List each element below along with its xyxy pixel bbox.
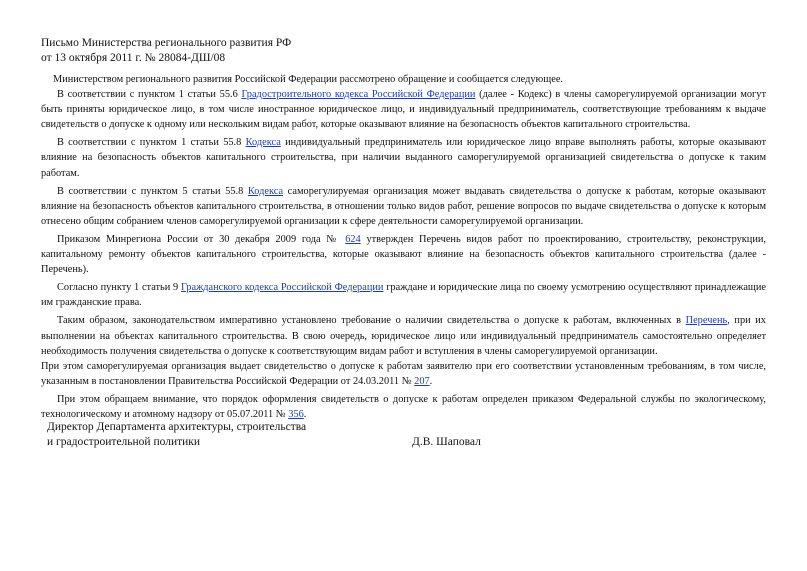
paragraph-6 xyxy=(41,280,766,310)
signature-position-line-2 xyxy=(47,435,507,450)
paragraph-8-text-b: . xyxy=(429,375,433,387)
paragraph-3 xyxy=(41,135,766,180)
header-title: Письмо Министерства регионального развития РФ xyxy=(41,37,292,49)
signature-position-line-1: Директор Департамента архитектуры, строительства xyxy=(47,421,307,433)
link-postanovlenie-207[interactable]: 207 xyxy=(414,375,430,387)
paragraph-7-text-a: Таким образом, законодательством императивно установлено требование о наличии свидетельства о допуске к работам, включенных в xyxy=(57,315,686,327)
link-kodeks-2[interactable]: Кодекса xyxy=(247,185,284,197)
link-order-356[interactable]: 356 xyxy=(288,408,304,420)
signature-position-text: и градостроительной политики xyxy=(47,435,201,448)
paragraph-4 xyxy=(41,184,766,229)
paragraph-1: Министерством регионального развития Российской Федерации рассмотрено обращение и сообщается следующее. xyxy=(53,74,564,85)
paragraph-5-text-a: Приказом Минрегиона России от 30 декабря 2009 года № xyxy=(57,233,346,245)
link-grazhdansky-kodeks[interactable]: Гражданского кодекса Российской Федерации xyxy=(180,282,384,294)
paragraph-9-text-a: При этом обращаем внимание, что порядок оформления свидетельств о допуске к работам определен приказом Федеральной службы по экологическому, технологическому и атомному надзору от 05.07.2011 № xyxy=(41,393,766,420)
link-order-624[interactable]: 624 xyxy=(345,233,361,245)
paragraph-6-text-a: Согласно пункту 1 статьи 9 xyxy=(57,282,181,294)
link-perechen[interactable]: Перечень xyxy=(685,315,728,327)
paragraph-2 xyxy=(41,87,766,132)
document-body xyxy=(41,72,766,422)
paragraph-9 xyxy=(41,392,766,422)
paragraph-5 xyxy=(41,232,766,277)
signatory-name: Д.В. Шаповал xyxy=(412,435,481,448)
link-kodeks-1[interactable]: Кодекса xyxy=(245,137,281,149)
paragraph-2-text-a: В соответствии с пунктом 1 статьи 55.6 xyxy=(57,89,242,101)
paragraph-4-text-a: В соответствии с пунктом 5 статьи 55.8 xyxy=(57,185,248,197)
paragraph-6-text-b: граждане и юридические лица по своему усмотрению осуществляют принадлежащие им гражданские права. xyxy=(41,282,766,309)
paragraph-5-text-b: утвержден Перечень видов работ по проектированию, строительству, реконструкции, капитальному ремонту объектов капитального строительства, которые оказывают влияние на безопасность объектов капитального строительства (далее - Перечень). xyxy=(41,233,766,276)
paragraph-8 xyxy=(41,359,766,389)
signature-block xyxy=(47,420,507,449)
paragraph-2-text-b: (далее - Кодекс) в члены саморегулируемой организации могут быть приняты юридическое лицо, в том числе иностранное юридическое лицо, и индивидуальный предприниматель, соответствующие требованиям к выдаче свидетельств о допуске к одному или нескольким видам работ, которые оказывают влияние на безопасность объектов капитального строительства. xyxy=(41,89,766,131)
paragraph-8-text-a: При этом саморегулируемая организация выдает свидетельство о допуске к работам заявителю при его соответствии установленным требованиям, в том числе, указанным в постановлении Правительства Российской Федерации от 24.03.2011 № xyxy=(41,360,766,387)
paragraph-3-text-a: В соответствии с пунктом 1 статьи 55.8 xyxy=(57,137,246,149)
paragraph-9-text-b: . xyxy=(303,408,307,420)
header-date-number: от 13 октября 2011 г. № 28084-ДШ/08 xyxy=(41,52,226,64)
paragraph-4-text-b: саморегулируемая организация может выдавать свидетельства о допуске к работам, которые оказывают влияние на безопасность объектов капитального строительства, в отношении только видов работ, решение вопросов по выдаче свидетельства о допуске к которым отнесено общим собранием членов саморегулируемой организации к сфере деятельности саморегулируемой организации. xyxy=(41,185,767,227)
link-gradostroitelny-kodeks[interactable]: Градостроительного кодекса Российской Федерации xyxy=(241,89,476,101)
paragraph-3-text-b: индивидуальный предприниматель или юридическое лицо вправе выполнять работы, которые оказывают влияние на безопасность объектов капитального строительства, при наличии выданного саморегулируемой организацией свидетельства о допуске к таким работам. xyxy=(41,137,766,179)
paragraph-7-text-b: , при их выполнении на объектах капитального строительства. В свою очередь, юридическое лицо или индивидуальный предприниматель самостоятельно определяет необходимость получения свидетельства о допуске к соответствующим видам работ и вступления в члены саморегулируемой организации. xyxy=(41,315,766,357)
paragraph-7 xyxy=(41,313,766,358)
document-header xyxy=(41,36,291,66)
